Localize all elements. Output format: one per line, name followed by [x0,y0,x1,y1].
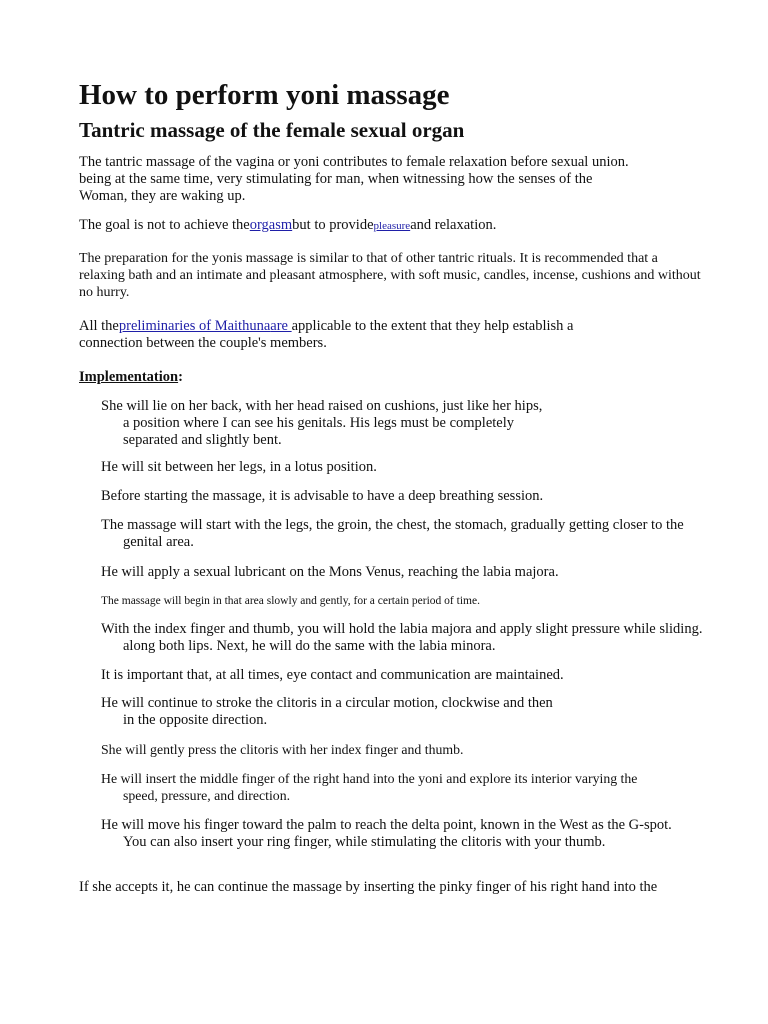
list-item: He will continue to stroke the clitoris in a circular motion, clockwise and then in the opposite direction. [101,695,553,728]
pleasure-link[interactable]: pleasure [373,220,411,232]
intro-line-2: being at the same time, very stimulating for man, when witnessing how the senses of the [79,171,593,187]
intro-line-1: The tantric massage of the vagina or yoni contributes to female relaxation before sexual union. [79,154,629,170]
list-item: With the index finger and thumb, you will hold the labia majora and apply slight pressure while sliding. along both lips. Next, he will do the same with the labia minora. [101,621,703,654]
list-item: He will sit between her legs, in a lotus position. [101,459,377,475]
goal-paragraph [79,217,496,235]
list-item: He will insert the middle finger of the right hand into the yoni and explore its interior varying the speed, pressure, and direction. [101,771,638,803]
closing-paragraph: If she accepts it, he can continue the massage by inserting the pinky finger of his right hand into the [79,879,658,895]
preliminaries-paragraph [79,318,573,352]
prelim-text-post: applicable to the extent that they help establish a [291,318,574,334]
preliminaries-link[interactable]: preliminaries of Maithunaare [118,318,292,334]
list-item: She will gently press the clitoris with her index finger and thumb. [101,742,464,757]
list-item: She will lie on her back, with her head raised on cushions, just like her hips, a position where I can see his genitals. His legs must be completely separated and slightly bent. [101,398,543,448]
page-subtitle: Tantric massage of the female sexual organ [79,118,465,142]
preparation-paragraph [79,250,701,301]
intro-line-3: Woman, they are waking up. [79,188,246,204]
list-item: He will move his finger toward the palm to reach the delta point, known in the West as the G-spot. You can also insert your ring finger, while stimulating the clitoris with your thumb. [101,817,672,850]
list-item: Before starting the massage, it is advisable to have a deep breathing session. [101,488,544,504]
goal-text-mid: but to provide [292,217,374,233]
prelim-line-2: connection between the couple's members. [79,335,327,351]
implementation-heading: Implementation: [79,369,183,385]
goal-text-pre: The goal is not to achieve the [79,217,250,233]
prelim-text-pre: All the [79,318,119,334]
list-item: The massage will start with the legs, the groin, the chest, the stomach, gradually getting closer to the genital area. [101,517,684,550]
list-item: It is important that, at all times, eye contact and communication are maintained. [101,667,564,683]
prep-line-2: relaxing bath and an intimate and pleasant atmosphere, with soft music, candles, incense, cushions and without [79,268,701,283]
intro-paragraph [79,154,629,205]
list-item: He will apply a sexual lubricant on the Mons Venus, reaching the labia majora. [101,564,559,580]
page-title: How to perform yoni massage [79,79,450,111]
prep-line-1: The preparation for the yonis massage is similar to that of other tantric rituals. It is recommended that a [79,251,658,266]
prep-line-3: no hurry. [79,285,130,300]
goal-text-post: and relaxation. [410,217,497,233]
list-item: The massage will begin in that area slowly and gently, for a certain period of time. [101,595,480,607]
orgasm-link[interactable]: orgasm [249,217,293,233]
